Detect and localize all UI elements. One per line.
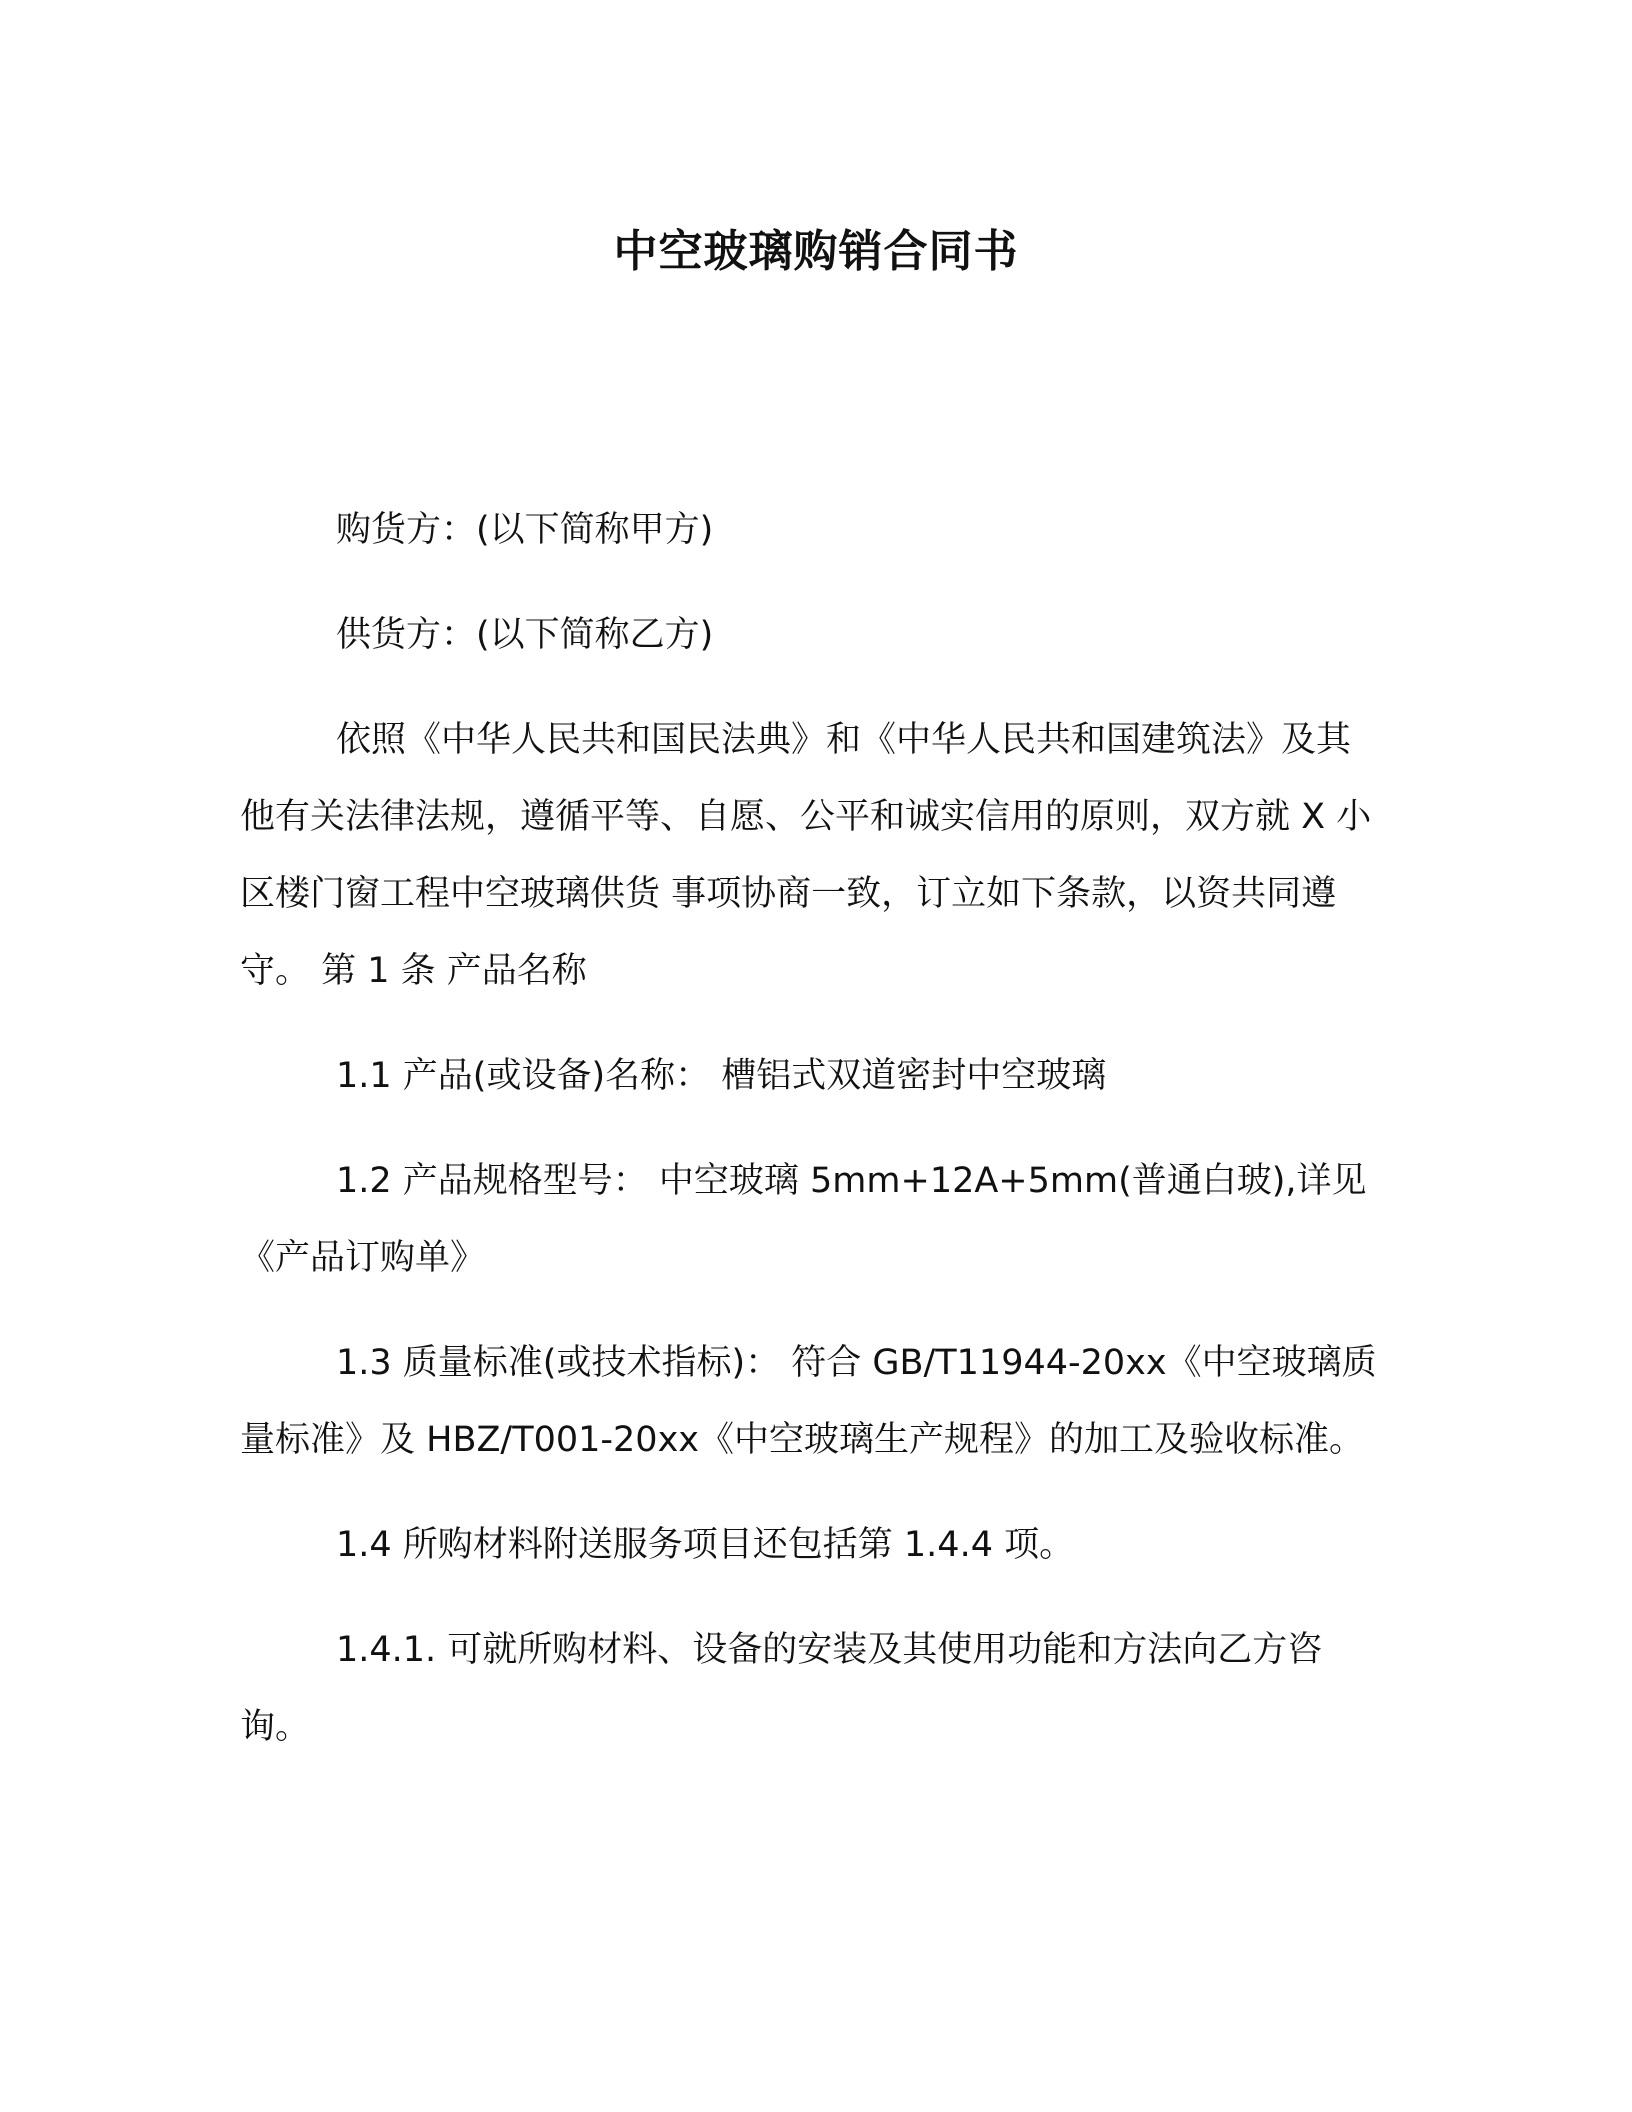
supplier-paragraph: 供货方：(以下简称乙方)	[336, 615, 714, 655]
consultation-paragraph: 1.4.1. 可就所购材料、设备的安装及其使用功能和方法向乙方咨询。	[240, 1630, 1323, 1747]
quality-standard-paragraph: 1.3 质量标准(或技术指标)： 符合 GB/T11944-20xx《中空玻璃质量标准》及 HBZ/T001-20xx《中空玻璃生产规程》的加工及验收标准。	[240, 1343, 1377, 1460]
document-body	[240, 492, 1380, 1794]
preamble-paragraph: 依照《中华人民共和国民法典》和《中华人民共和国建筑法》及其他有关法律法规，遵循平等、自愿、公平和诚实信用的原则，双方就 X 小区楼门窗工程中空玻璃供货 事项协商一致，订立如下条款，以资共同遵守。 第 1 条 产品名称	[240, 720, 1372, 991]
document-title: 中空玻璃购销合同书	[613, 226, 1019, 277]
product-name-paragraph: 1.1 产品(或设备)名称： 槽铝式双道密封中空玻璃	[336, 1056, 1107, 1096]
buyer-paragraph: 购货方：(以下简称甲方)	[336, 510, 714, 550]
service-items-paragraph: 1.4 所购材料附送服务项目还包括第 1.4.4 项。	[336, 1525, 1075, 1565]
product-spec-paragraph: 1.2 产品规格型号： 中空玻璃 5mm+12A+5mm(普通白玻),详见《产品订购单》	[240, 1161, 1367, 1278]
